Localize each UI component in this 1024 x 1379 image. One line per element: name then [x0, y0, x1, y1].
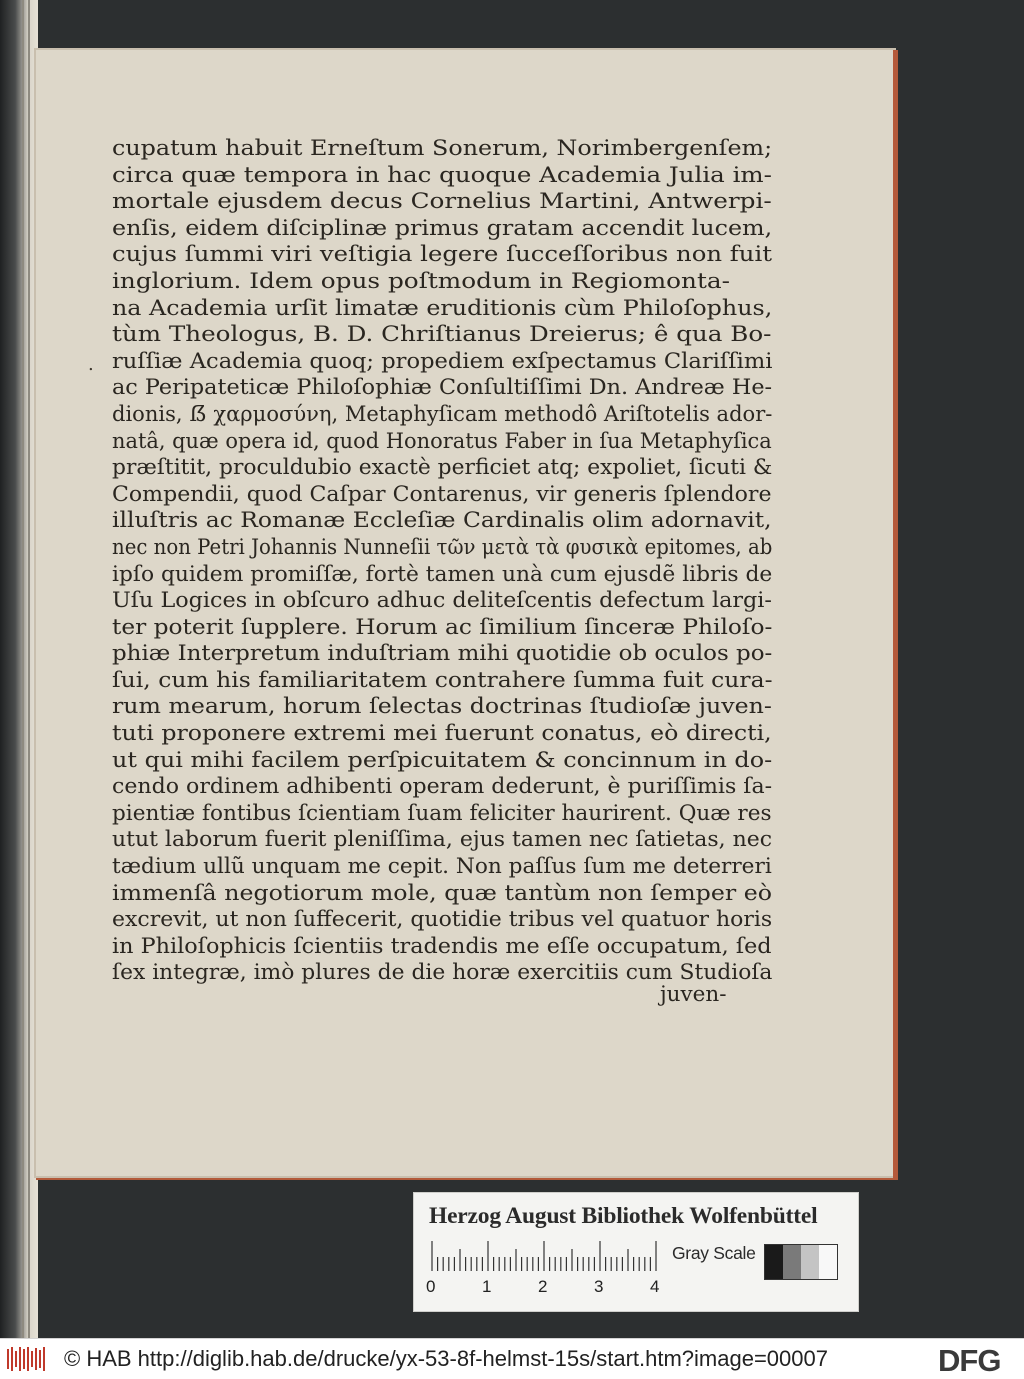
text-line: utut laborum fuerit pleniſſima, ejus tamen nec ſatietas, nec: [112, 827, 773, 853]
text-line: immenſâ negotiorum mole, quæ tantùm non ſemper eò: [112, 880, 772, 906]
text-line: illuſtris ac Romanæ Eccleſiæ Cardinalis olim adornavit,: [112, 508, 772, 534]
ruler-number: 3: [594, 1277, 604, 1296]
text-line: tuti proponere extremi mei fuerunt conatus, eò directi,: [112, 721, 772, 747]
text-line: dionis, ẞ χαρμοσύνη, Metaphyſicam methodô Ariſtotelis ador-: [112, 401, 773, 427]
text-line: cupatum habuit Erneſtum Sonerum, Norimbergenſem;: [112, 136, 773, 161]
page-stack-line: [28, 0, 30, 1338]
library-name: Herzog August Bibliothek Wolfenbüttel: [429, 1203, 818, 1229]
text-line: excrevit, ut non ſuffecerit, quotidie tribus vel quatuor horis: [112, 907, 773, 933]
text-line: ut qui mihi facilem perſpicuitatem & concinnum in do-: [112, 747, 773, 773]
text-line: cendo ordinem adhibenti operam dederunt, è puriſſimis ſa-: [112, 774, 773, 800]
text-line: enſis, eidem diſciplinæ primus gratam accendit lucem,: [112, 215, 773, 241]
gray-scale-label: Gray Scale: [672, 1243, 756, 1263]
page-text-block: [112, 136, 772, 987]
text-line: ſui, cum his familiaritatem contrahere ſumma fuit cura-: [112, 667, 773, 693]
gray-scale-swatches: [764, 1244, 838, 1280]
text-line: Compendii, quod Caſpar Contarenus, vir generis ſplendore: [112, 481, 772, 507]
page-red-edge: [893, 50, 897, 1178]
text-line: tùm Theologus, B. D. Chriſtianus Dreierus; ê qua Bo-: [112, 322, 772, 348]
text-line: ac Peripateticæ Philoſophiæ Conſultiſſimi Dn. Andreæ He-: [112, 375, 773, 401]
text-line: nec non Petri Johannis Nunneſii τῶν μετὰ τὰ φυσικὰ epitomes, ab: [112, 534, 773, 560]
ruler-scale: [430, 1241, 658, 1271]
book-spine-edge: [0, 0, 38, 1338]
text-line: tædium ullũ unquam me cepit. Non paſſus ſum me deterreri: [112, 854, 772, 880]
text-line: natâ, quæ opera id, quod Honoratus Faber in ſua Metaphyſica: [112, 428, 772, 454]
ruler-number: 0: [426, 1277, 436, 1296]
page-stack-line: [22, 0, 24, 1338]
viewer-footer: [0, 1338, 1024, 1379]
library-color-label: [413, 1192, 859, 1312]
catchword: juven-: [660, 982, 727, 1007]
gray-swatch: [783, 1245, 801, 1279]
text-line: ipſo quidem promiſſæ, fortè tamen unà cum ejusdẽ libris de: [112, 561, 773, 587]
text-line: ſex integræ, imò plures de die horæ exercitiis cum Studioſa: [112, 960, 773, 986]
text-line: inglorium. Idem opus poſtmodum in Regiomonta-: [112, 268, 731, 294]
text-line: Uſu Logices in obſcuro adhuc deliteſcentis defectum largi-: [112, 588, 772, 614]
text-line: ter poterit ſupplere. Horum ac ſimilium ſinceræ Philoſo-: [112, 614, 773, 640]
margin-dot: .: [88, 354, 94, 375]
hab-barcode-logo-icon: [6, 1345, 48, 1373]
ruler-number: 1: [482, 1277, 492, 1296]
text-line: in Philoſophicis ſcientiis tradendis me eſſe occupatum, ſed: [112, 933, 772, 959]
text-line: cujus ſummi viri veſtigia legere ſucceſſoribus non fuit: [112, 242, 773, 268]
gray-swatch: [765, 1245, 783, 1279]
text-line: pientiæ fontibus ſcientiam ſuam feliciter haurirent. Quæ res: [112, 800, 772, 826]
text-line: phiæ Interpretum induſtriam mihi quotidie ob oculos po-: [112, 641, 773, 667]
text-line: rum mearum, horum ſelectas doctrinas ſtudioſæ juven-: [112, 694, 772, 720]
source-url-text: © HAB http://diglib.hab.de/drucke/yx-53-8f-helmst-15s/start.htm?image=00007: [64, 1346, 828, 1371]
ruler-number: 2: [538, 1277, 548, 1296]
text-line: na Academia urſit limatæ eruditionis cùm Philoſophus,: [112, 295, 773, 321]
text-line: ruſſiæ Academia quoq; propediem exſpectamus Clariſſimi: [112, 348, 773, 374]
dfg-logo: DFG: [938, 1343, 1001, 1378]
text-line: circa quæ tempora in hac quoque Academia Julia im-: [112, 162, 772, 188]
text-line: mortale ejusdem decus Cornelius Martini, Antwerpi-: [112, 189, 772, 215]
gray-swatch: [801, 1245, 819, 1279]
ruler-number: 4: [650, 1277, 660, 1296]
text-line: præſtitit, proculdubio exactè perficiet atq; expoliet, ſicuti &: [112, 455, 773, 481]
ruler-numbers: [414, 1277, 714, 1301]
gray-swatch: [819, 1245, 837, 1279]
